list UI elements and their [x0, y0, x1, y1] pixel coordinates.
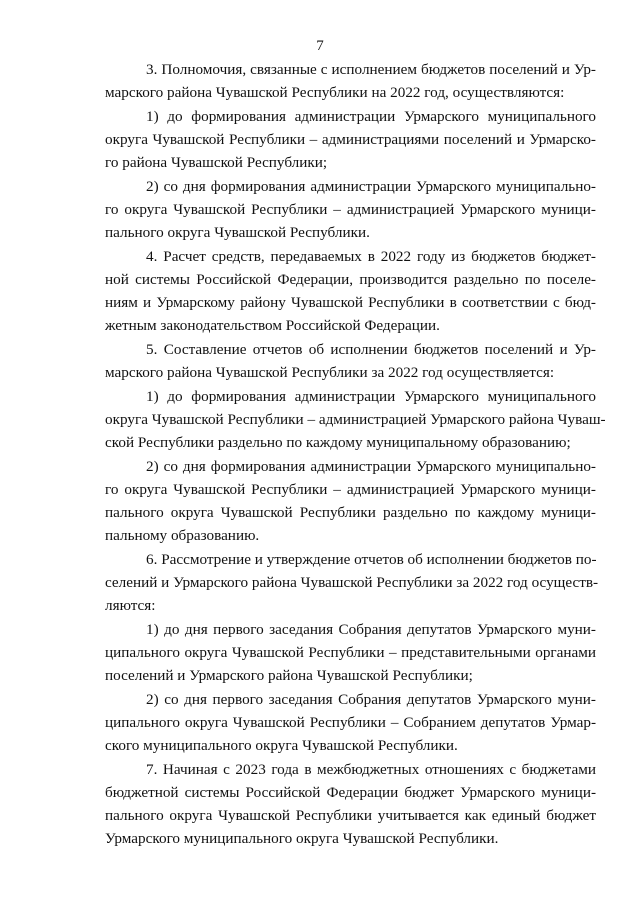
text-line: ной системы Российской Федерации, производится раздельно по поселе-: [105, 271, 596, 289]
paragraph: [105, 759, 596, 850]
text-line: ципального округа Чувашской Республики – представительными органами: [105, 644, 596, 662]
text-line: марского района Чувашской Республики за 2022 год осуществляется:: [105, 363, 555, 381]
text-line: поселений и Урмарского района Чувашской Республики;: [105, 666, 473, 684]
text-line: селений и Урмарского района Чувашской Республики за 2022 год осуществ-: [105, 574, 599, 592]
paragraph: [105, 689, 596, 758]
text-line: 5. Составление отчетов об исполнении бюджетов поселений и Ур-: [146, 341, 596, 359]
text-line: 6. Рассмотрение и утверждение отчетов об исполнении бюджетов по-: [146, 551, 597, 569]
text-line: го округа Чувашской Республики – администрацией Урмарского муници-: [105, 201, 596, 219]
text-line: 3. Полномочия, связанные с исполнением бюджетов поселений и Ур-: [146, 61, 596, 78]
text-line: 1) до формирования администрации Урмарского муниципального: [146, 388, 596, 406]
paragraph: [105, 246, 596, 337]
text-line: ской Республики раздельно по каждому муниципальному образованию;: [105, 434, 571, 451]
text-line: 2) со дня первого заседания Собрания депутатов Урмарского муни-: [146, 691, 596, 709]
text-line: пального округа Чувашской Республики.: [105, 223, 370, 241]
text-line: 2) со дня формирования администрации Урмарского муниципально-: [146, 458, 596, 476]
text-line: 1) до формирования администрации Урмарского муниципального: [146, 108, 596, 126]
paragraph: [105, 59, 596, 105]
text-line: 7. Начиная с 2023 года в межбюджетных отношениях с бюджетами: [146, 761, 596, 779]
text-line: пального округа Чувашской Республики раздельно по каждому муници-: [105, 504, 596, 522]
text-line: ляются:: [105, 596, 156, 614]
paragraph: [105, 549, 599, 618]
text-line: пального округа Чувашской Республики учитывается как единый бюджет: [105, 807, 596, 824]
text-line: округа Чувашской Республики – администрацией Урмарского района Чуваш-: [105, 411, 606, 429]
text-line: ципального округа Чувашской Республики – Собранием депутатов Урмар-: [105, 714, 596, 732]
paragraph: [105, 106, 596, 175]
text-line: го района Чувашской Республики;: [105, 153, 328, 171]
text-line: жетным законодательством Российской Федерации.: [105, 316, 440, 334]
paragraph: [105, 456, 596, 547]
page-number: 7: [316, 38, 324, 54]
document-body: [105, 59, 606, 852]
text-line: Урмарского муниципального округа Чувашской Республики.: [105, 829, 499, 847]
paragraph: [105, 176, 596, 245]
text-line: округа Чувашской Республики – администрациями поселений и Урмарско-: [105, 131, 596, 149]
paragraph: [105, 339, 596, 385]
text-line: пальному образованию.: [105, 526, 260, 544]
text-line: ниям и Урмарскому району Чувашской Республики в соответствии с бюд-: [105, 293, 596, 311]
text-line: 2) со дня формирования администрации Урмарского муниципально-: [146, 178, 596, 196]
text-line: 1) до дня первого заседания Собрания депутатов Урмарского муни-: [146, 621, 596, 639]
text-line: ского муниципального округа Чувашской Республики.: [105, 736, 458, 754]
text-line: го округа Чувашской Республики – администрацией Урмарского муници-: [105, 481, 596, 499]
paragraph: [105, 619, 596, 688]
paragraph: [105, 386, 606, 455]
text-line: бюджетной системы Российской Федерации бюджет Урмарского муници-: [105, 784, 596, 802]
text-line: марского района Чувашской Республики на 2022 год, осуществляются:: [105, 83, 565, 101]
text-line: 4. Расчет средств, передаваемых в 2022 году из бюджетов бюджет-: [146, 248, 596, 266]
